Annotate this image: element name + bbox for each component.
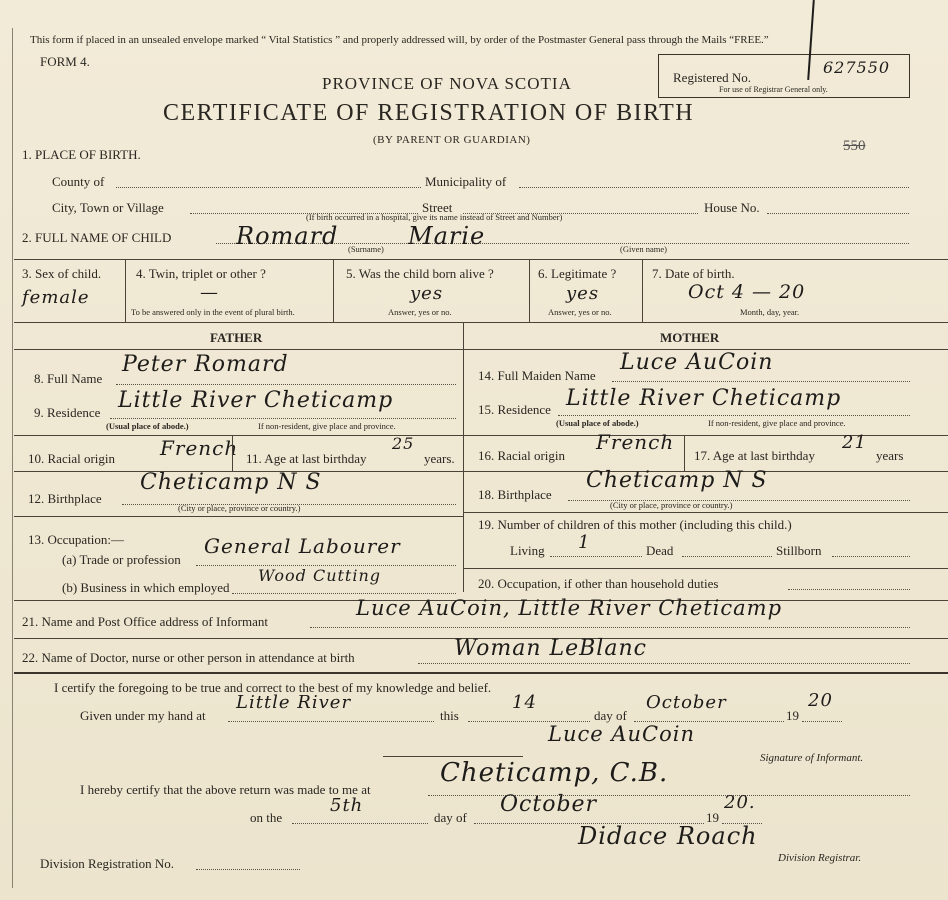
rule <box>642 259 643 322</box>
father-birthplace-note: (City or place, province or country.) <box>178 503 301 513</box>
division-registration-line <box>196 869 300 870</box>
mother-birthplace-value: Cheticamp N S <box>586 468 768 493</box>
child-name-label: 2. FULL NAME OF CHILD <box>22 230 172 245</box>
mother-residence-value: Little River Cheticamp <box>566 386 842 411</box>
reg-day-line <box>292 823 428 824</box>
twin-label: 4. Twin, triplet or other ? <box>136 266 266 281</box>
mother-residence-line <box>558 415 910 416</box>
trade-value: General Labourer <box>204 534 401 558</box>
document-title: CERTIFICATE OF REGISTRATION OF BIRTH <box>163 100 695 126</box>
city-label: City, Town or Village <box>52 200 164 215</box>
place-of-birth-heading: 1. PLACE OF BIRTH. <box>22 147 141 162</box>
mother-residence-note: (Usual place of abode.) <box>556 418 639 428</box>
registrar-day: 5th <box>330 795 364 816</box>
registrar-month: October <box>500 792 598 817</box>
street-label: Street <box>422 200 453 215</box>
child-surname: Romard <box>236 222 339 250</box>
father-racial-value: French <box>160 436 239 460</box>
father-birthplace-label: 12. Birthplace <box>28 491 102 506</box>
rule <box>463 512 948 513</box>
rule <box>14 322 948 323</box>
mother-age-value: 21 <box>842 432 867 453</box>
given-place-line <box>228 721 434 722</box>
child-given-name: Marie <box>408 222 486 250</box>
given-caption: (Given name) <box>620 244 667 254</box>
registrar-statement: I hereby certify that the above return was made to me at <box>80 782 371 797</box>
certify-day: 14 <box>512 692 537 713</box>
rule <box>125 259 126 322</box>
father-residence-value: Little River Cheticamp <box>118 388 394 413</box>
born-alive-note: Answer, yes or no. <box>388 307 452 317</box>
trade-label: (a) Trade or profession <box>62 552 181 567</box>
mother-name-value: Luce AuCoin <box>620 350 774 375</box>
year-line <box>802 721 842 722</box>
day-of-label: day of <box>594 708 627 723</box>
informant-line <box>310 627 910 628</box>
registered-label: Registered No. <box>673 70 751 85</box>
mother-age-label: 17. Age at last birthday <box>694 448 815 463</box>
mother-racial-label: 16. Racial origin <box>478 448 566 463</box>
certify-month: October <box>646 692 727 713</box>
stillborn-label: Stillborn <box>776 543 822 558</box>
rule <box>463 435 948 436</box>
sex-value: female <box>22 287 90 308</box>
rule <box>14 672 948 674</box>
mother-residence-label: 15. Residence <box>478 402 551 417</box>
father-age-value: 25 <box>392 434 415 453</box>
father-residence-note: (Usual place of abode.) <box>106 421 189 431</box>
mother-years: years <box>876 448 904 463</box>
surname-caption: (Surname) <box>348 244 384 254</box>
father-years: years. <box>424 451 455 466</box>
father-residence-note-2: If non-resident, give place and province. <box>258 421 396 431</box>
certify-year: 20 <box>808 690 833 711</box>
stillborn-line <box>832 556 910 557</box>
mother-name-line <box>612 381 910 382</box>
informant-value: Luce AuCoin, Little River Cheticamp <box>356 596 783 620</box>
living-line <box>550 556 642 557</box>
twin-value: — <box>200 282 219 303</box>
county-line <box>116 187 421 188</box>
dead-label: Dead <box>646 543 674 558</box>
doctor-line <box>418 663 910 664</box>
house-line <box>767 213 909 214</box>
father-name-value: Peter Romard <box>122 352 289 377</box>
father-name-label: 8. Full Name <box>34 371 103 386</box>
document-subtitle: (BY PARENT OR GUARDIAN) <box>373 134 531 146</box>
reg-year-prefix: 19 <box>706 810 719 825</box>
mother-occupation-line <box>788 589 910 590</box>
mother-racial-value: French <box>596 430 675 454</box>
mother-residence-note-2: If non-resident, give place and province. <box>708 418 846 428</box>
mother-birthplace-label: 18. Birthplace <box>478 487 552 502</box>
rule <box>14 349 948 350</box>
rule <box>14 516 463 517</box>
living-value: 1 <box>578 532 591 553</box>
born-alive-value: yes <box>410 283 444 304</box>
dob-note: Month, day, year. <box>740 307 800 317</box>
dob-value: Oct 4 — 20 <box>688 281 806 303</box>
doctor-value: Woman LeBlanc <box>454 636 647 661</box>
corner-number: 550 <box>843 138 866 154</box>
legitimate-label: 6. Legitimate ? <box>538 266 617 281</box>
registered-box <box>658 54 910 98</box>
informant-signature-caption: Signature of Informant. <box>760 752 864 764</box>
dob-label: 7. Date of birth. <box>652 266 735 281</box>
business-value: Wood Cutting <box>258 566 382 585</box>
legitimate-value: yes <box>566 283 600 304</box>
born-alive-label: 5. Was the child born alive ? <box>346 266 494 281</box>
rule <box>463 568 948 569</box>
sex-label: 3. Sex of child. <box>22 266 102 281</box>
house-label: House No. <box>704 200 760 215</box>
mother-name-label: 14. Full Maiden Name <box>478 368 596 383</box>
father-residence-line <box>110 418 456 419</box>
this-label: this <box>440 708 459 723</box>
rule <box>463 322 464 592</box>
hospital-note: (If birth occurred in a hospital, give its name instead of Street and Number) <box>306 212 563 222</box>
father-name-line <box>116 384 456 385</box>
registered-number: 627550 <box>823 58 891 77</box>
registrar-signature-caption: Division Registrar. <box>778 852 862 864</box>
postal-notice: This form if placed in an unsealed envelope marked “ Vital Statistics ” and properly addressed will, by order of the Postmaster General pass through the Mails “FREE.” <box>30 34 769 46</box>
father-residence-label: 9. Residence <box>34 405 101 420</box>
father-heading: FATHER <box>210 330 263 345</box>
mother-heading: MOTHER <box>660 330 720 345</box>
living-label: Living <box>510 543 545 558</box>
rule <box>232 435 233 471</box>
rule <box>333 259 334 322</box>
given-place: Little River <box>236 692 352 713</box>
reg-day-of-label: day of <box>434 810 467 825</box>
rule <box>383 756 523 757</box>
informant-signature: Luce AuCoin <box>548 722 695 746</box>
father-age-label: 11. Age at last birthday <box>246 451 367 466</box>
twin-note: To be answered only in the event of plural birth. <box>131 307 295 317</box>
business-line <box>232 593 456 594</box>
certify-statement: I certify the foregoing to be true and correct to the best of my knowledge and belief. <box>54 680 492 695</box>
occupation-label: 13. Occupation:— <box>28 532 125 547</box>
on-the-label: on the <box>250 810 283 825</box>
doctor-label: 22. Name of Doctor, nurse or other person in attendance at birth <box>22 650 355 665</box>
municipality-line <box>519 187 909 188</box>
registrar-place: Cheticamp, C.B. <box>440 758 669 788</box>
mother-occupation-label: 20. Occupation, if other than household duties <box>478 576 719 591</box>
father-racial-label: 10. Racial origin <box>28 451 116 466</box>
form-number: FORM 4. <box>40 54 90 69</box>
division-registration-label: Division Registration No. <box>40 856 174 871</box>
rule <box>529 259 530 322</box>
business-label: (b) Business in which employed <box>62 580 230 595</box>
children-label: 19. Number of children of this mother (including this child.) <box>478 517 792 532</box>
rule <box>684 435 685 471</box>
year-prefix: 19 <box>786 708 799 723</box>
registrar-note: For use of Registrar General only. <box>719 85 828 94</box>
legitimate-note: Answer, yes or no. <box>548 307 612 317</box>
father-birthplace-value: Cheticamp N S <box>140 470 322 495</box>
rule <box>14 259 948 260</box>
informant-label: 21. Name and Post Office address of Informant <box>22 614 268 629</box>
municipality-label: Municipality of <box>425 174 507 189</box>
registrar-signature: Didace Roach <box>578 822 758 850</box>
mother-birthplace-note: (City or place, province or country.) <box>610 500 733 510</box>
registrar-year: 20. <box>724 792 756 813</box>
province-heading: PROVINCE OF NOVA SCOTIA <box>322 74 572 93</box>
county-label: County of <box>52 174 105 189</box>
given-under-label: Given under my hand at <box>80 708 206 723</box>
dead-line <box>682 556 772 557</box>
